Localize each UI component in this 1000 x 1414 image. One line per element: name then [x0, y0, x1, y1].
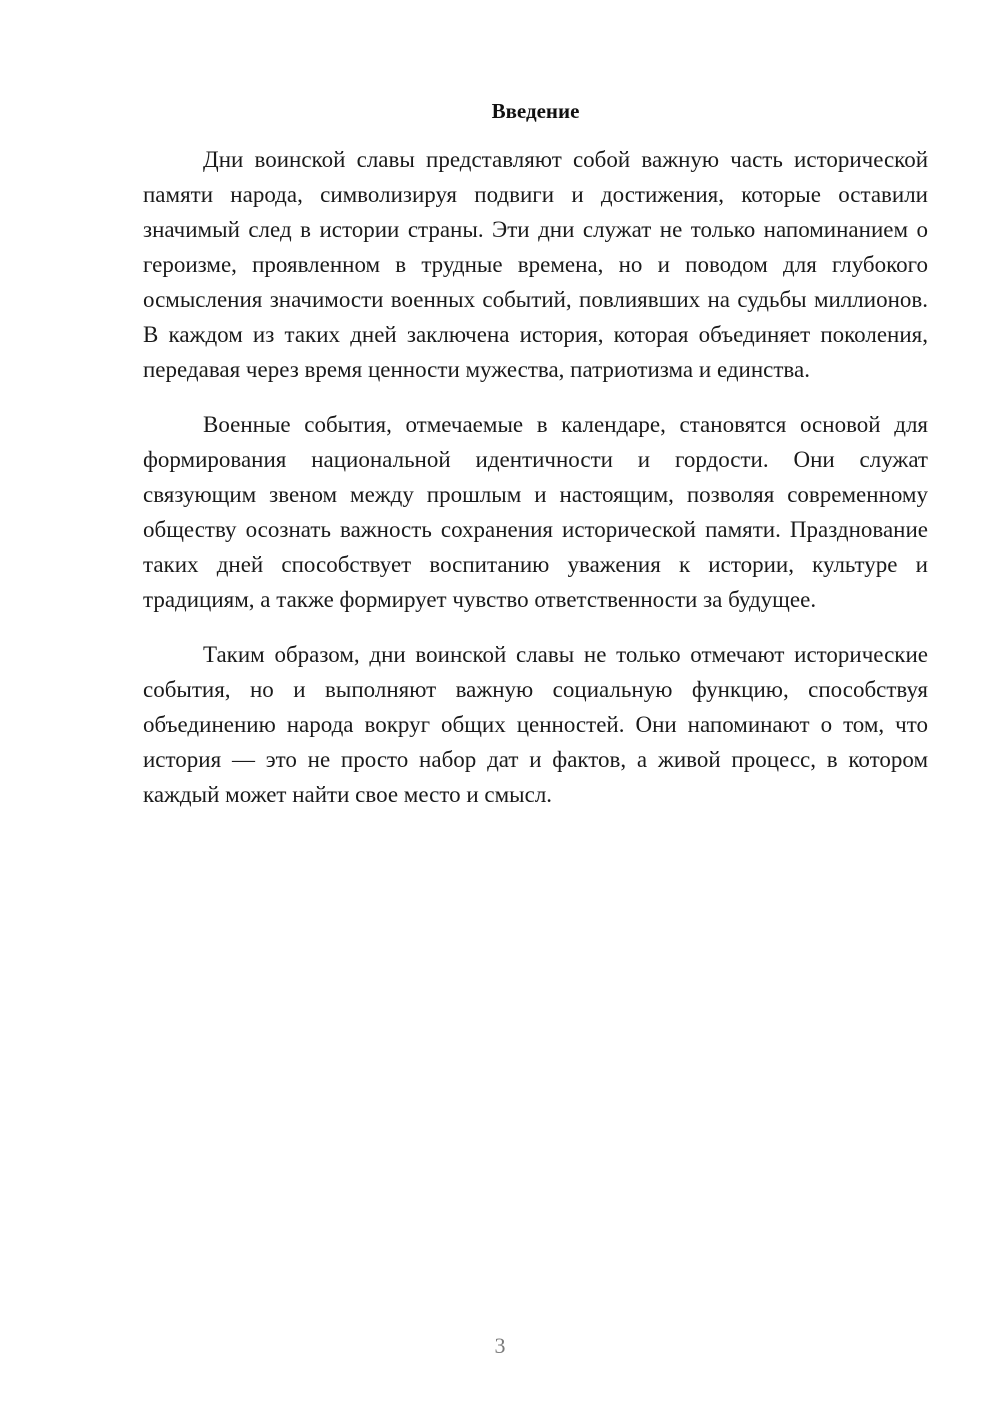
- section-title: Введение: [491, 99, 580, 123]
- page-number: 3: [494, 1333, 506, 1358]
- paragraph-3: Таким образом, дни воинской славы не только отмечают исторические события, но и выполняют важную социальную функцию, способствуя объединению народа вокруг общих ценностей. Они напоминают о том, что история — это не просто набор дат и фактов, а живой процесс, в котором каждый может найти свое место и смысл.: [143, 642, 928, 807]
- paragraph-2: Военные события, отмечаемые в календаре, становятся основой для формирования национальной идентичности и гордости. Они служат связующим звеном между прошлым и настоящим, позволяя современному обществу осознать важность сохранения исторической памяти. Празднование таких дней способствует воспитанию уважения к истории, культуре и традициям, а также формирует чувство ответственности за будущее.: [143, 412, 928, 612]
- paragraph-1: Дни воинской славы представляют собой важную часть исторической памяти народа, символизируя подвиги и достижения, которые оставили значимый след в истории страны. Эти дни служат не только напоминанием о героизме, проявленном в трудные времена, но и поводом для глубокого осмысления значимости военных событий, повлиявших на судьбы миллионов. В каждом из таких дней заключена история, которая объединяет поколения, передавая через время ценности мужества, патриотизма и единства.: [143, 147, 928, 382]
- document-body: [143, 96, 928, 812]
